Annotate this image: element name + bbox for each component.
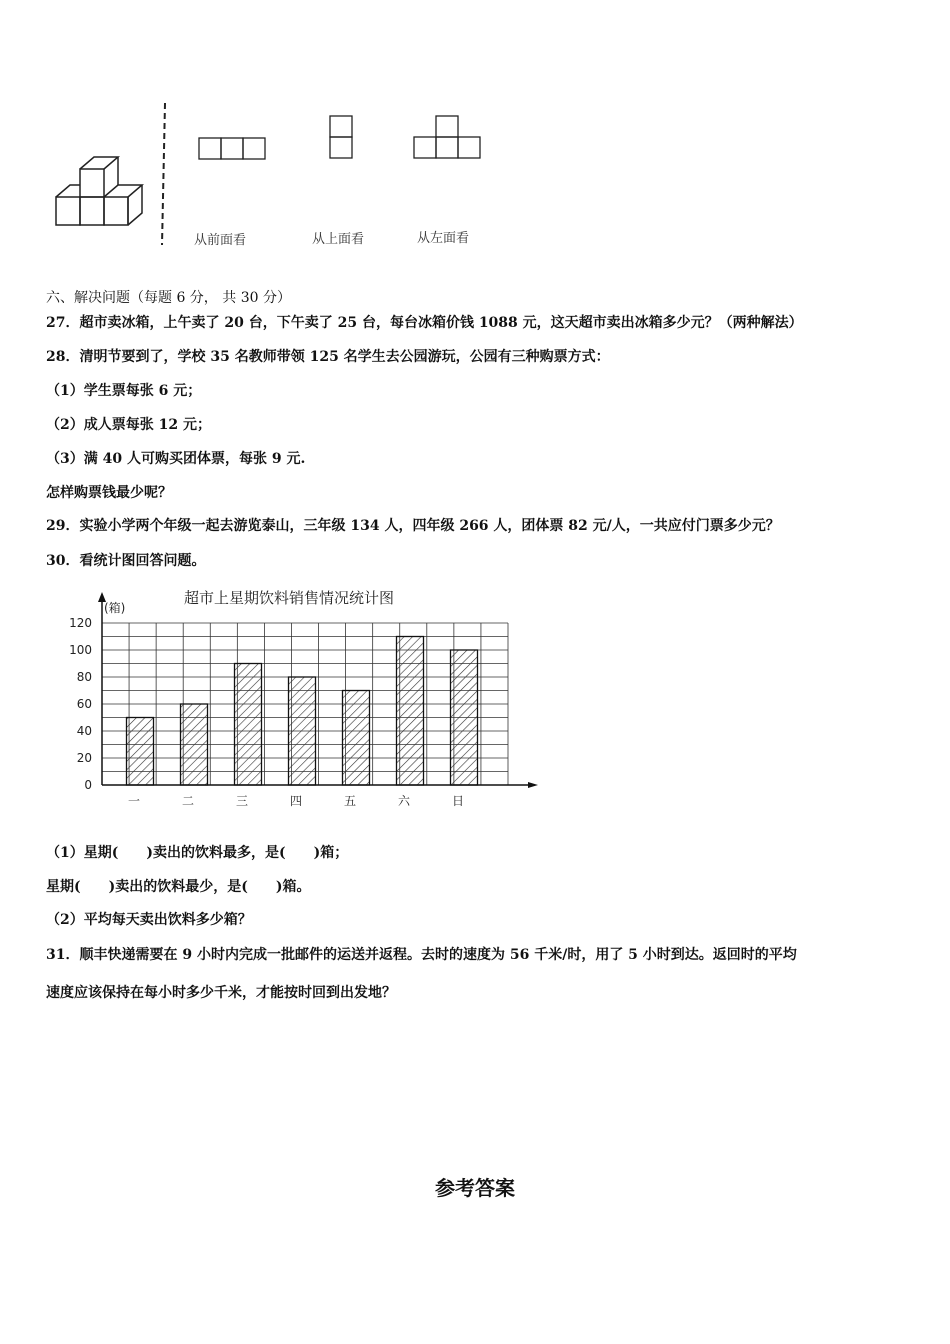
x-category-label: 六 xyxy=(397,794,411,808)
front-view-drawing xyxy=(199,138,265,159)
y-axis-unit-label: (箱) xyxy=(104,601,126,615)
y-tick-label: 0 xyxy=(84,778,92,792)
section-title: 六、解决问题（每题 6 分， 共 30 分） xyxy=(46,290,291,306)
question-30: 30．看统计图回答问题。 xyxy=(46,553,206,569)
y-tick-label: 120 xyxy=(69,616,92,630)
x-axis-arrow xyxy=(528,782,538,788)
y-tick-label: 60 xyxy=(76,697,92,711)
left-view-label: 从左面看 xyxy=(417,231,470,246)
top-view-drawing xyxy=(330,116,352,158)
bar-6 xyxy=(397,637,424,786)
x-category-label: 五 xyxy=(343,794,357,808)
y-tick-label: 20 xyxy=(76,751,92,765)
question-31-line-2: 速度应该保持在每小时多少千米，才能按时回到出发地？ xyxy=(46,985,396,1001)
question-28-option-3: （3）满 40 人可购买团体票，每张 9 元. xyxy=(46,451,306,467)
x-category-label: 三 xyxy=(235,794,249,808)
y-tick-label: 100 xyxy=(69,643,92,657)
bar-chart xyxy=(60,590,550,815)
cube-stack-drawing xyxy=(56,157,142,225)
x-category-label: 日 xyxy=(451,794,465,808)
bar-2 xyxy=(181,704,208,785)
y-tick-label: 40 xyxy=(76,724,92,738)
x-category-label: 一 xyxy=(127,794,141,808)
question-31-line-1: 31．顺丰快递需要在 9 小时内完成一批邮件的运送并返程。去时的速度为 56 千米/时，用了 5 小时到达。返回时的平均 xyxy=(46,947,797,963)
question-27: 27．超市卖冰箱，上午卖了 20 台，下午卖了 25 台，每台冰箱价钱 1088 元，这天超市卖出冰箱多少元？（两种解法） xyxy=(46,315,803,331)
bar-7 xyxy=(451,650,478,785)
question-28-option-2: （2）成人票每张 12 元； xyxy=(46,417,211,433)
question-28-ask: 怎样购票钱最少呢？ xyxy=(46,485,172,501)
answer-section-title: 参考答案 xyxy=(435,1176,515,1200)
question-28-option-1: （1）学生票每张 6 元； xyxy=(46,383,202,399)
bar-1 xyxy=(127,718,154,786)
bar-4 xyxy=(289,677,316,785)
question-30-part-2: （2）平均每天卖出饮料多少箱？ xyxy=(46,912,252,928)
y-tick-label: 80 xyxy=(76,670,92,684)
question-28: 28．清明节要到了，学校 35 名教师带领 125 名学生去公园游玩，公园有三种购票方式： xyxy=(46,349,610,365)
bar-5 xyxy=(343,691,370,786)
top-view-label: 从上面看 xyxy=(312,232,365,247)
left-view-drawing xyxy=(414,116,480,158)
front-view-label: 从前面看 xyxy=(194,233,247,248)
x-category-label: 二 xyxy=(181,794,195,808)
question-30-part-1: （1）星期( )卖出的饮料最多，是( )箱； xyxy=(46,845,349,861)
bar-3 xyxy=(235,664,262,786)
x-category-label: 四 xyxy=(289,794,303,808)
question-30-part-1b: 星期( )卖出的饮料最少，是( )箱。 xyxy=(46,879,311,895)
dashed-divider xyxy=(162,103,165,245)
chart-title: 超市上星期饮料销售情况统计图 xyxy=(184,589,395,607)
question-29: 29．实验小学两个年级一起去游览泰山，三年级 134 人，四年级 266 人，团体票 82 元/人，一共应付门票多少元？ xyxy=(46,518,780,534)
